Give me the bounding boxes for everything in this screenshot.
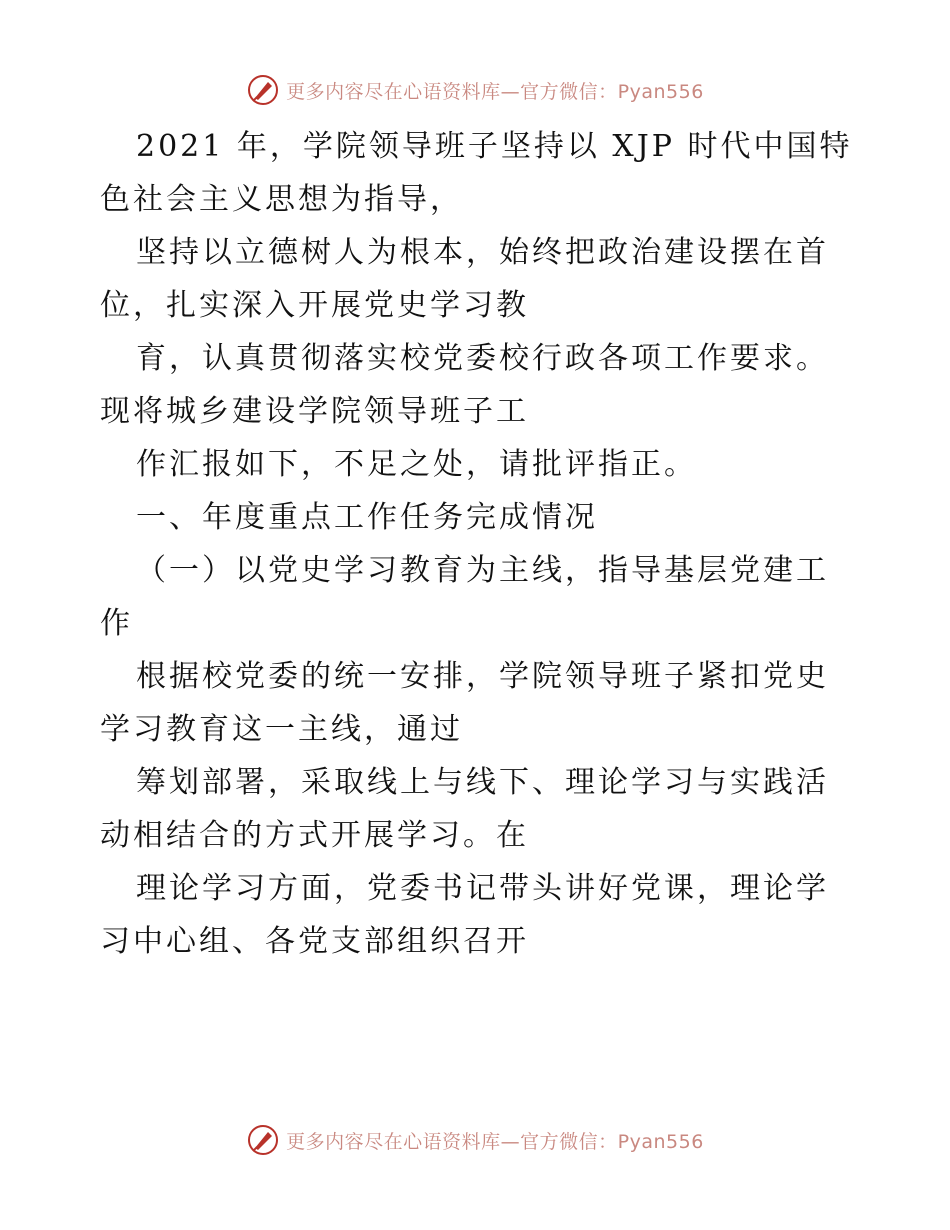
paragraph: 筹划部署，采取线上与线下、理论学习与实践活动相结合的方式开展学习。在 [100, 765, 829, 853]
header-watermark [0, 70, 950, 110]
subsection-heading: （一）以党史学习教育为主线，指导基层党建工作 [100, 553, 829, 641]
paragraph: 育，认真贯彻落实校党委校行政各项工作要求。现将城乡建设学院领导班子工 [100, 341, 829, 429]
document-body [100, 120, 860, 968]
paragraph: 2021 年，学院领导班子坚持以 XJP 时代中国特色社会主义思想为指导， [100, 129, 853, 217]
watermark-text: 更多内容尽在心语资料库—官方微信：Pyan556 [286, 80, 704, 103]
pen-nib-logo-icon [246, 1123, 280, 1157]
pen-nib-logo-icon [246, 73, 280, 107]
paragraph: 根据校党委的统一安排，学院领导班子紧扣党史学习教育这一主线，通过 [100, 659, 829, 747]
footer-watermark [0, 1120, 950, 1160]
paragraph: 作汇报如下，不足之处，请批评指正。 [136, 447, 697, 482]
section-heading: 一、年度重点工作任务完成情况 [136, 500, 598, 535]
watermark-text: 更多内容尽在心语资料库—官方微信：Pyan556 [286, 1130, 704, 1153]
paragraph: 坚持以立德树人为根本，始终把政治建设摆在首位，扎实深入开展党史学习教 [100, 235, 829, 323]
paragraph: 理论学习方面，党委书记带头讲好党课，理论学习中心组、各党支部组织召开 [100, 871, 829, 959]
